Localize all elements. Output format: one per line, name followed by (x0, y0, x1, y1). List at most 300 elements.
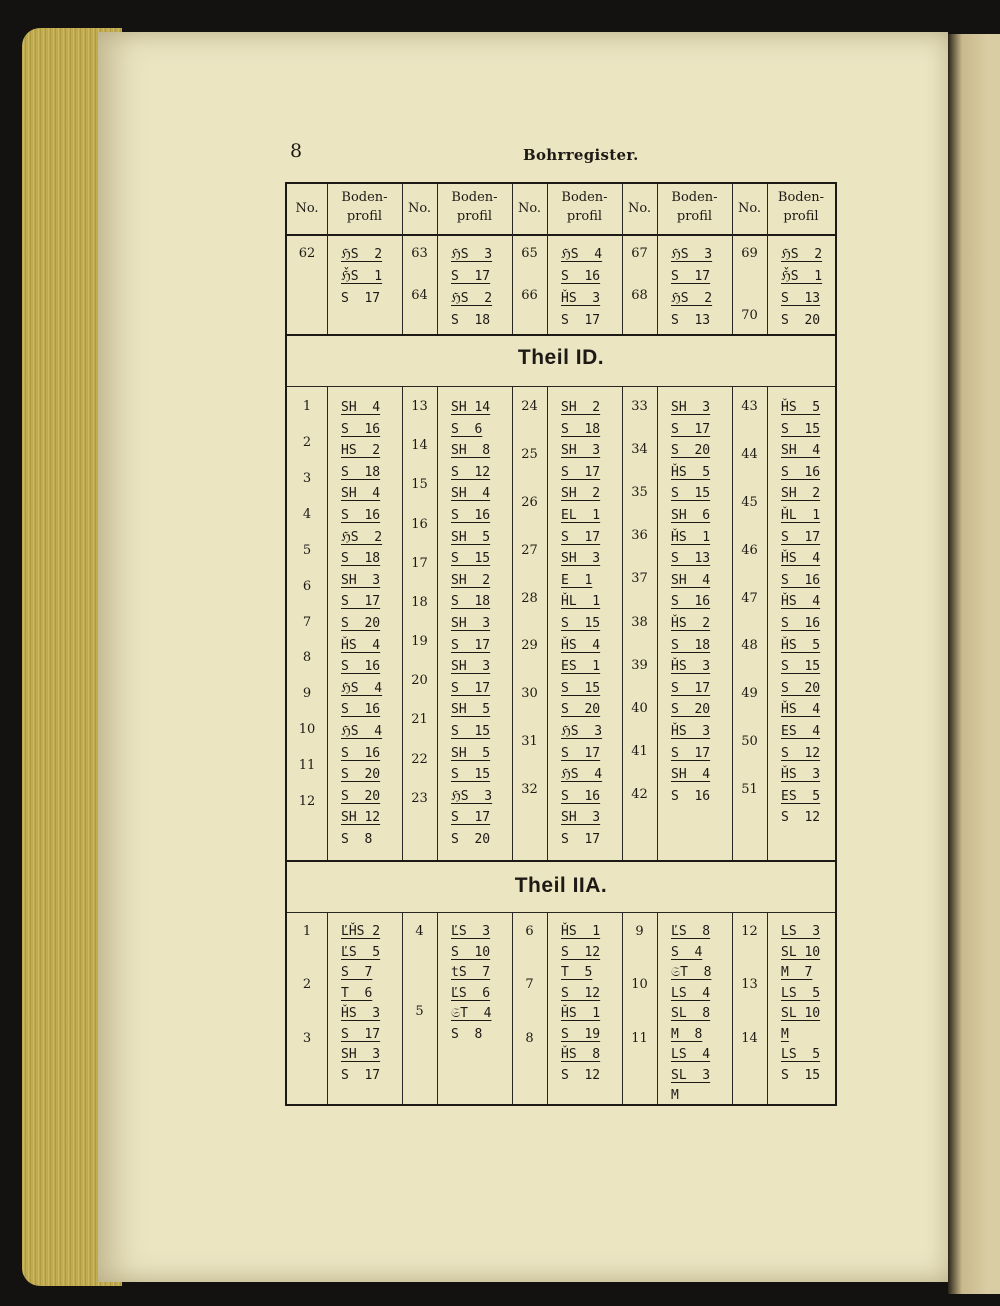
bohrung-number: 9 (302, 686, 312, 702)
bohrung-number: 62 (298, 246, 316, 261)
profile-line: ȞS 8 (561, 1047, 601, 1062)
profile-line: ȞL 1 (561, 594, 601, 610)
profile-line: ℌS 4 (341, 723, 383, 739)
profile-line: SH 2 (781, 486, 821, 502)
bohrung-number: 27 (521, 542, 538, 558)
profile-line: SH 2 (561, 486, 601, 502)
bohrung-number: 5 (302, 542, 312, 558)
bohrung-number: 50 (741, 734, 758, 750)
profile-line: ȞS 3 (671, 659, 711, 675)
header-bodenprofil (437, 188, 512, 226)
column-rule (657, 184, 658, 334)
profile-line: ℌS 4 (561, 767, 603, 783)
bohrung-number: 10 (298, 722, 316, 738)
bodenprofil-entry (781, 397, 833, 829)
bohrung-number: 17 (411, 555, 428, 571)
profile-line: S 15 (781, 1067, 821, 1083)
column-rule (622, 386, 623, 860)
header-bodenprofil (327, 188, 402, 226)
profile-line: LS 5 (781, 985, 821, 1001)
profile-line: S 18 (451, 313, 491, 328)
profile-line: S 12 (781, 745, 821, 761)
table-rule (287, 860, 835, 862)
header-no: No. (627, 201, 652, 216)
profile-line: S 17 (341, 291, 381, 306)
profile-line: S 20 (781, 313, 821, 328)
profile-line: ȞS 1 (561, 924, 601, 939)
profile-line: S 15 (781, 659, 821, 675)
column-rule (547, 184, 548, 334)
profile-line: S 16 (671, 594, 711, 610)
profile-line: S 17 (671, 269, 711, 284)
profile-line: ĽS 5 (341, 944, 381, 960)
profile-line: SH 3 (341, 572, 381, 588)
facing-page-edge (948, 34, 1000, 1294)
bohrung-number: 26 (521, 494, 538, 510)
header-label-line: profil (346, 209, 383, 224)
column-rule (657, 386, 658, 860)
column-rule (437, 386, 438, 860)
bohrung-number: 29 (521, 638, 538, 654)
profile-line: S 6 (451, 421, 483, 437)
profile-line: S 16 (781, 572, 821, 588)
bohrung-number: 4 (415, 924, 424, 939)
profile-line: S 17 (561, 745, 601, 761)
profile-line: ȞS 3 (341, 1006, 381, 1021)
bohrung-number: 34 (631, 442, 648, 458)
table-rule (287, 912, 835, 913)
bohrung-number: 5 (415, 1004, 424, 1019)
profile-line: 𝔖T 8 (671, 965, 712, 980)
column-rule (732, 912, 733, 1104)
profile-line: SH 4 (781, 443, 821, 459)
profile-line: SH 3 (451, 659, 491, 675)
profile-line: S 12 (561, 985, 601, 1001)
header-label-line: profil (783, 209, 819, 224)
bohrung-number: 40 (631, 700, 648, 716)
bohrung-number: 69 (741, 246, 758, 261)
profile-line: S 15 (451, 551, 491, 567)
bohrung-number: 33 (631, 399, 648, 414)
column-rule (767, 386, 768, 860)
bodenprofil-entry (341, 922, 400, 1086)
profile-line: ȞS 5 (671, 464, 711, 480)
bodenprofil-entry (781, 244, 833, 332)
profile-line: S 15 (451, 767, 491, 783)
profile-line: S 18 (451, 594, 491, 610)
header-no: No. (407, 201, 432, 216)
bodenprofil-entry (561, 922, 620, 1086)
profile-line: S 12 (781, 810, 821, 826)
profile-line: ES 1 (561, 659, 601, 675)
profile-line: M (671, 1088, 679, 1103)
profile-line: S 17 (451, 637, 491, 653)
bohrung-number: 3 (302, 470, 312, 486)
profile-line: SH 3 (341, 1047, 381, 1062)
profile-line: S 17 (451, 810, 491, 826)
bohrung-number: 6 (525, 924, 534, 939)
bohrung-number: 38 (631, 614, 648, 630)
header-label-line: profil (676, 209, 713, 224)
column-rule (767, 912, 768, 1104)
bohrung-number: 63 (411, 246, 428, 261)
profile-line: ȞS 4 (781, 594, 821, 610)
profile-line: S 17 (341, 1026, 381, 1042)
running-head: Bohrregister. (523, 146, 639, 164)
table-rule (287, 334, 835, 336)
profile-line: S 8 (451, 1026, 483, 1042)
profile-line: S 16 (781, 615, 821, 631)
column-rule (732, 184, 733, 334)
bodenprofil-entry (341, 397, 400, 850)
profile-line: SL 3 (671, 1067, 711, 1083)
profile-line: ℌS 2 (341, 247, 383, 262)
header-label-line: Boden- (561, 190, 608, 205)
profile-line: S 16 (341, 421, 381, 437)
profile-line: SH 2 (451, 572, 491, 588)
header-no: No. (295, 201, 319, 216)
header-label-line: profil (566, 209, 603, 224)
bohrung-number: 19 (411, 634, 428, 650)
profile-line: ȞL 1 (781, 507, 821, 523)
bohrung-number: 12 (298, 794, 316, 810)
bodenprofil-entry (671, 922, 730, 1107)
profile-line: S 18 (561, 421, 601, 437)
bohrung-number: 3 (302, 1030, 312, 1046)
column-rule (437, 912, 438, 1104)
profile-line: T 6 (341, 985, 373, 1001)
bodenprofil-entry (671, 397, 730, 807)
profile-line: SL 8 (671, 1006, 711, 1021)
bohrung-number: 2 (302, 434, 312, 450)
profile-line: S 17 (561, 313, 601, 328)
profile-line: ℌS 2 (671, 291, 713, 306)
bohrung-number: 66 (521, 288, 538, 303)
profile-line: SH 3 (561, 551, 601, 567)
profile-line: SH 4 (341, 400, 381, 415)
bohrung-number: 41 (631, 743, 648, 759)
bohrung-number: 7 (302, 614, 312, 630)
bodenprofil-entry (671, 244, 730, 332)
bohrung-number: 12 (741, 924, 758, 939)
profile-line: ℌS 3 (451, 788, 493, 804)
column-rule (622, 184, 623, 334)
profile-line: S 13 (781, 291, 821, 306)
profile-line: ĽS 3 (451, 924, 491, 939)
bohrung-number: 24 (521, 399, 538, 414)
bohrung-number: 20 (411, 673, 428, 689)
bodenprofil-entry (451, 922, 510, 1045)
profile-line: S 8 (341, 831, 373, 847)
profile-line: S 17 (341, 1067, 381, 1083)
bohrung-number: 51 (741, 782, 758, 798)
profile-line: S 17 (561, 529, 601, 545)
profile-line: S 15 (781, 421, 821, 437)
profile-line: ȞS 3 (561, 291, 601, 306)
bohrung-number: 43 (741, 399, 758, 414)
bohrung-number: 2 (302, 977, 312, 993)
profile-line: ℌ̌S 1 (781, 269, 823, 284)
profile-line: ȞS 1 (561, 1006, 601, 1021)
profile-line: S 20 (671, 443, 711, 459)
profile-line: tS 7 (451, 965, 491, 980)
profile-line: S 10 (451, 944, 491, 960)
profile-line: ℌS 3 (561, 723, 603, 739)
profile-line: ȞS 3 (671, 723, 711, 739)
column-rule (512, 912, 513, 1104)
bohrung-number: 37 (631, 571, 648, 587)
bohrung-number: 35 (631, 485, 648, 501)
bohrung-number: 7 (525, 977, 534, 993)
bohrung-number: 14 (411, 438, 428, 454)
profile-line: EL 1 (561, 507, 601, 523)
profile-line: LS 4 (671, 985, 711, 1001)
bohrung-number: 30 (521, 686, 538, 702)
column-rule (402, 386, 403, 860)
bohrung-number: 9 (635, 924, 644, 939)
bodenprofil-entry (561, 397, 620, 850)
profile-line: S 20 (451, 831, 491, 847)
bohrung-number: 4 (302, 506, 312, 522)
bohrung-number: 44 (741, 446, 758, 462)
profile-line: LS 5 (781, 1047, 821, 1062)
profile-line: ĽS 6 (451, 985, 491, 1001)
bohrung-number: 13 (741, 977, 758, 993)
bohrung-number: 39 (631, 657, 648, 673)
profile-line: ℌS 3 (451, 247, 493, 262)
profile-line: S 15 (561, 680, 601, 696)
profile-line: S 20 (341, 615, 381, 631)
profile-line: S 13 (671, 313, 711, 328)
profile-line: S 15 (451, 723, 491, 739)
profile-line: S 16 (341, 702, 381, 718)
profile-line: SH 4 (671, 572, 711, 588)
profile-line: SH 5 (451, 745, 491, 761)
column-rule (622, 912, 623, 1104)
profile-line: LS 3 (781, 924, 821, 939)
bohrung-number: 45 (741, 494, 758, 510)
bohrung-number: 14 (741, 1030, 758, 1046)
profile-line: S 16 (451, 507, 491, 523)
bohrung-number: 10 (631, 977, 648, 993)
profile-line: S 17 (451, 269, 491, 284)
profile-line: ȞS 2 (671, 615, 711, 631)
profile-line: SH 5 (451, 702, 491, 718)
profile-line: ȞS 5 (781, 400, 821, 415)
bohrung-number: 32 (521, 782, 538, 798)
profile-line: S 12 (451, 464, 491, 480)
profile-line: S 19 (561, 1026, 601, 1042)
profile-line: S 17 (341, 594, 381, 610)
profile-line: SH 3 (561, 443, 601, 459)
profile-line: ȞS 5 (781, 637, 821, 653)
profile-line: S 17 (781, 529, 821, 545)
profile-line: S 15 (671, 486, 711, 502)
bodenprofil-entry (561, 244, 620, 332)
profile-line: ℌS 4 (561, 247, 603, 262)
profile-line: S 20 (341, 767, 381, 783)
table-rule (287, 386, 835, 387)
profile-line: S 16 (781, 464, 821, 480)
bohrung-number: 22 (411, 751, 428, 767)
bohrung-number: 67 (631, 246, 648, 261)
profile-line: SH 2 (561, 400, 601, 415)
header-label-line: profil (456, 209, 493, 224)
bohrung-number: 42 (631, 786, 648, 802)
column-rule (512, 386, 513, 860)
profile-line: S 18 (671, 637, 711, 653)
profile-line: ȞS 4 (341, 637, 381, 653)
header-bodenprofil (657, 188, 732, 226)
column-rule (437, 184, 438, 334)
profile-line: S 16 (671, 788, 711, 804)
profile-line: S 20 (781, 680, 821, 696)
profile-line: S 12 (561, 1067, 601, 1083)
profile-line: S 16 (341, 659, 381, 675)
bohrung-number: 46 (741, 542, 758, 558)
bohrung-number: 23 (411, 790, 428, 806)
bohrung-number: 36 (631, 528, 648, 544)
bohrung-number: 47 (741, 590, 758, 606)
bohrung-number: 11 (298, 758, 316, 774)
column-rule (657, 912, 658, 1104)
bohrung-number: 16 (411, 516, 428, 532)
column-rule (547, 912, 548, 1104)
bohrung-number: 8 (302, 650, 312, 666)
section-title-theil-iia: Theil IIA. (514, 874, 608, 897)
profile-line: S 7 (341, 965, 373, 980)
profile-line: SH 6 (671, 507, 711, 523)
bohrung-number: 18 (411, 594, 428, 610)
profile-line: SL 10 (781, 944, 821, 960)
profile-line: S 17 (671, 745, 711, 761)
profile-line: M (781, 1026, 789, 1042)
column-rule (732, 386, 733, 860)
profile-line: S 17 (671, 421, 711, 437)
profile-line: S 16 (561, 788, 601, 804)
bohrung-number: 1 (302, 924, 312, 939)
profile-line: S 18 (341, 551, 381, 567)
profile-line: S 17 (561, 831, 601, 847)
profile-line: SH 8 (451, 443, 491, 459)
profile-line: ĽȞS 2 (341, 924, 381, 939)
profile-line: ES 4 (781, 723, 821, 739)
profile-line: LS 4 (671, 1047, 711, 1062)
profile-line: S 20 (561, 702, 601, 718)
column-rule (327, 386, 328, 860)
profile-line: 𝔖T 4 (451, 1006, 492, 1021)
bohrregister-table (285, 182, 837, 1106)
bohrung-number: 65 (521, 246, 538, 261)
profile-line: ȞS 3 (781, 767, 821, 783)
bohrung-number: 6 (302, 578, 312, 594)
column-rule (327, 912, 328, 1104)
profile-line: E 1 (561, 572, 593, 588)
profile-line: M 7 (781, 965, 813, 980)
profile-line: ℌS 3 (671, 247, 713, 262)
profile-line: SH 5 (451, 529, 491, 545)
profile-line: ĽS 8 (671, 924, 711, 939)
bohrung-number: 48 (741, 638, 758, 654)
profile-line: ℌS 2 (781, 247, 823, 262)
bodenprofil-entry (781, 922, 833, 1086)
page-number: 8 (290, 140, 303, 162)
profile-line: SH 3 (671, 400, 711, 415)
bohrung-number: 64 (411, 288, 428, 303)
profile-line: S 20 (341, 788, 381, 804)
bohrung-number: 11 (631, 1030, 648, 1046)
profile-line: SH 4 (671, 767, 711, 783)
profile-line: ℌ̌S 1 (341, 269, 383, 284)
column-rule (547, 386, 548, 860)
header-label-line: Boden- (451, 190, 498, 205)
bohrung-number: 49 (741, 686, 758, 702)
table-rule (287, 234, 835, 236)
profile-line: ȞS 1 (671, 529, 711, 545)
profile-line: SH 3 (451, 615, 491, 631)
profile-line: M 8 (671, 1026, 703, 1042)
bohrung-number: 68 (631, 288, 648, 303)
bohrung-number: 25 (521, 446, 538, 462)
profile-line: S 4 (671, 944, 703, 960)
profile-line: S 17 (671, 680, 711, 696)
column-rule (402, 184, 403, 334)
profile-line: SH 3 (561, 810, 601, 826)
column-rule (512, 184, 513, 334)
profile-line: ȞS 4 (561, 637, 601, 653)
profile-line: S 15 (561, 615, 601, 631)
bodenprofil-entry (451, 244, 510, 332)
profile-line: HS 2 (341, 443, 381, 459)
profile-line: S 16 (341, 507, 381, 523)
bohrung-number: 31 (521, 734, 538, 750)
bohrung-number: 70 (741, 308, 758, 323)
header-label-line: Boden- (671, 190, 718, 205)
profile-line: S 17 (561, 464, 601, 480)
profile-line: ȞS 4 (781, 702, 821, 718)
profile-line: S 18 (341, 464, 381, 480)
profile-line: S 16 (341, 745, 381, 761)
profile-line: T 5 (561, 965, 593, 980)
column-rule (767, 184, 768, 334)
bohrung-number: 13 (411, 399, 428, 414)
profile-line: SH 4 (341, 486, 381, 502)
profile-line: ES 5 (781, 788, 821, 804)
column-rule (402, 912, 403, 1104)
bohrung-number: 28 (521, 590, 538, 606)
section-title-theil-id: Theil ID. (517, 346, 605, 369)
profile-line: SH 4 (451, 486, 491, 502)
profile-line: SH 14 (451, 400, 491, 415)
bodenprofil-entry (451, 397, 510, 850)
header-no: No. (517, 201, 542, 216)
profile-line: SH 12 (341, 810, 381, 826)
profile-line: S 16 (561, 269, 601, 284)
bohrung-number: 21 (411, 712, 428, 728)
profile-line: ℌS 2 (341, 529, 383, 545)
profile-line: ȞS 4 (781, 551, 821, 567)
profile-line: SL 10 (781, 1006, 821, 1021)
bohrung-number: 15 (411, 477, 428, 493)
profile-line: S 13 (671, 551, 711, 567)
header-bodenprofil (547, 188, 622, 226)
header-label-line: Boden- (777, 190, 825, 205)
profile-line: ℌS 4 (341, 680, 383, 696)
header-bodenprofil (767, 188, 835, 226)
header-label-line: Boden- (341, 190, 388, 205)
profile-line: S 17 (451, 680, 491, 696)
bodenprofil-entry (341, 244, 400, 310)
